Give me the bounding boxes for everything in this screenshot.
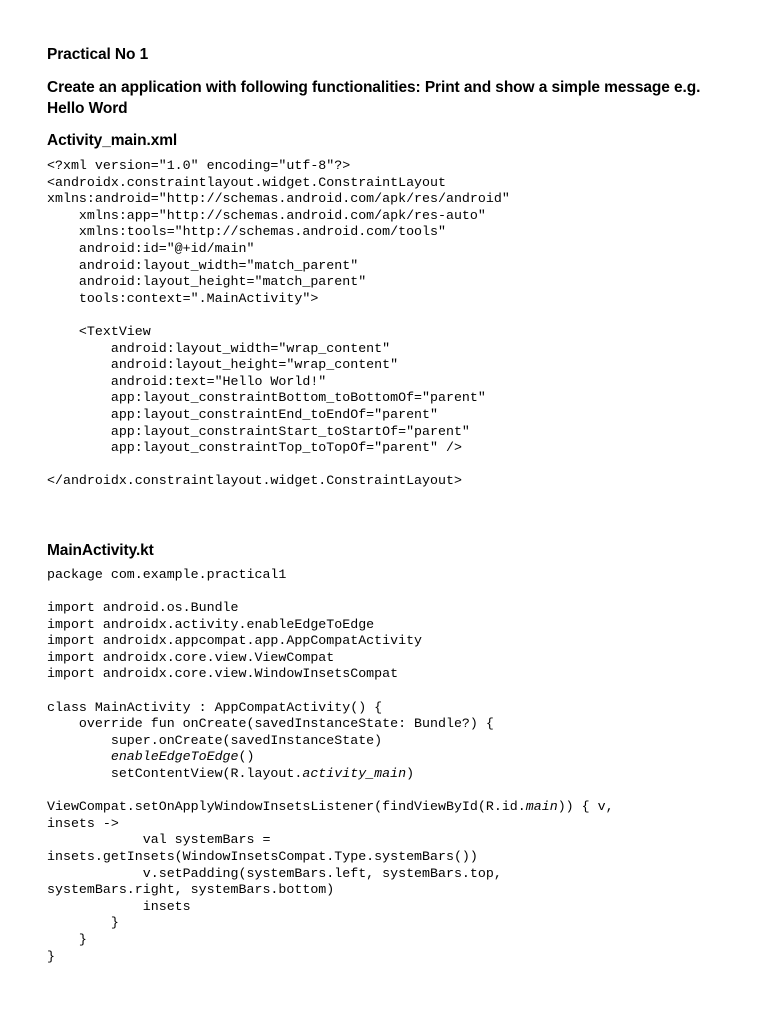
code-line: <TextView	[47, 323, 151, 339]
code-line: app:layout_constraintStart_toStartOf="parent"	[47, 423, 470, 439]
code-line	[47, 457, 747, 474]
code-line: super.onCreate(savedInstanceState)	[47, 732, 383, 748]
code-line	[47, 307, 747, 324]
italic-identifier: main	[525, 799, 558, 815]
code-line	[47, 583, 747, 600]
code-line	[47, 683, 747, 700]
code-line	[47, 783, 747, 800]
code-line: android:layout_height="match_parent"	[47, 274, 367, 290]
code-line: android:layout_width="wrap_content"	[47, 340, 391, 356]
code-block-mainactivity-kt	[47, 567, 747, 965]
code-line: <androidx.constraintlayout.widget.ConstraintLayout	[47, 174, 446, 190]
code-line: v.setPadding(systemBars.left, systemBars.top,	[47, 865, 502, 881]
code-line: package com.example.practical1	[47, 566, 287, 582]
document-page	[47, 44, 747, 965]
code-line: class MainActivity : AppCompatActivity() {	[47, 699, 383, 715]
section-spacer	[47, 490, 747, 540]
italic-identifier: enableEdgeToEdge	[110, 749, 239, 765]
code-line: app:layout_constraintBottom_toBottomOf="parent"	[47, 390, 486, 406]
code-line: android:text="Hello World!"	[47, 373, 327, 389]
code-line: import androidx.core.view.WindowInsetsCompat	[47, 666, 399, 682]
code-line: override fun onCreate(savedInstanceState: Bundle?) {	[47, 716, 494, 732]
code-line: insets	[47, 898, 191, 914]
code-line: android:layout_height="wrap_content"	[47, 357, 399, 373]
section-heading-activity-main-xml: Activity_main.xml	[47, 132, 178, 149]
code-line: insets ->	[47, 815, 119, 831]
code-line: }	[47, 948, 55, 964]
code-line: ViewCompat.setOnApplyWindowInsetsListener(findViewById(R.id.main)) { v,	[47, 799, 614, 815]
code-line: import androidx.core.view.ViewCompat	[47, 649, 335, 665]
code-line: xmlns:tools="http://schemas.android.com/tools"	[47, 224, 446, 240]
code-line: }	[47, 931, 87, 947]
page-title: Practical No 1	[47, 46, 149, 63]
code-block-activity-main-xml	[47, 158, 747, 490]
code-line: app:layout_constraintTop_toTopOf="parent" />	[47, 440, 462, 456]
code-line: </androidx.constraintlayout.widget.ConstraintLayout>	[47, 473, 462, 489]
code-line: android:layout_width="match_parent"	[47, 257, 359, 273]
code-line: import androidx.appcompat.app.AppCompatActivity	[47, 633, 423, 649]
code-line: tools:context=".MainActivity">	[47, 290, 319, 306]
italic-identifier: activity_main	[302, 766, 407, 781]
code-line: insets.getInsets(WindowInsetsCompat.Type.systemBars())	[47, 848, 478, 864]
code-line: android:id="@+id/main"	[47, 240, 255, 256]
code-line: app:layout_constraintEnd_toEndOf="parent"	[47, 406, 438, 422]
section-heading-mainactivity-kt: MainActivity.kt	[47, 541, 154, 559]
code-line: <?xml version="1.0" encoding="utf-8"?>	[47, 158, 351, 173]
code-line: enableEdgeToEdge()	[110, 749, 255, 765]
code-line: import android.os.Bundle	[47, 600, 239, 616]
code-line: systemBars.right, systemBars.bottom)	[47, 882, 335, 898]
code-line: }	[47, 915, 119, 931]
code-line: xmlns:app="http://schemas.android.com/apk/res-auto"	[47, 207, 486, 223]
code-line: val systemBars =	[47, 832, 271, 848]
code-line: import androidx.activity.enableEdgeToEdge	[47, 616, 375, 632]
task-description: Create an application with following functionalities: Print and show a simple message e.g. Hello Word	[47, 79, 701, 117]
code-line: xmlns:android="http://schemas.android.com/apk/res/android"	[47, 191, 510, 207]
code-line: setContentView(R.layout.activity_main)	[47, 766, 415, 781]
